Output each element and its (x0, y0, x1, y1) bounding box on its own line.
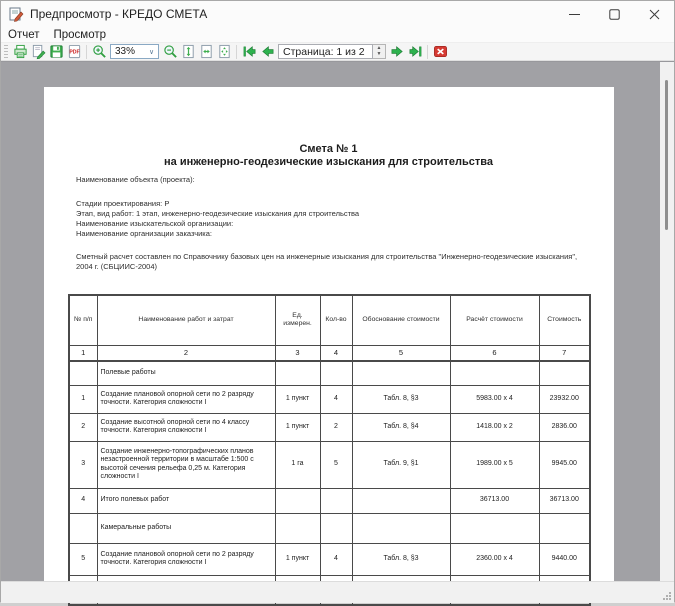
cell: 3 (275, 345, 320, 361)
table-row (69, 543, 590, 575)
column-number-row (69, 345, 590, 361)
cell: 1 (69, 345, 97, 361)
zoom-out-button[interactable] (161, 44, 179, 60)
cell: 9945.00 (539, 441, 590, 488)
cell: 23932.00 (539, 385, 590, 413)
first-page-icon (242, 44, 257, 59)
cell: 6 (450, 345, 539, 361)
maximize-button[interactable] (594, 1, 634, 27)
cell: Табл. 8, §3 (352, 543, 450, 575)
zoom-in-icon (92, 44, 107, 59)
col-header-basis: Обоснование стоимости (352, 295, 450, 345)
cell: 4 (320, 385, 352, 413)
cell: 36713.00 (539, 488, 590, 513)
cell: 1 пункт (275, 413, 320, 441)
svg-text:PDF: PDF (68, 49, 80, 56)
toolbar-separator (86, 45, 87, 59)
col-header-num: № п/п (69, 295, 97, 345)
window-controls (554, 1, 674, 27)
cell (352, 513, 450, 543)
toolbar-grip[interactable] (4, 45, 8, 58)
phase-line: Этап, вид работ: 1 этап, инженерно-геодезические изыскания для строительства (76, 209, 360, 218)
cell (69, 361, 97, 385)
table-row (69, 413, 590, 441)
cell: 5 (320, 441, 352, 488)
title-bar (1, 1, 674, 27)
cell (450, 361, 539, 385)
fit-page-button[interactable] (215, 44, 233, 60)
cell: 5983.00 x 4 (450, 385, 539, 413)
col-header-unit: Ед. измерен. (275, 295, 320, 345)
cell: 2 (97, 345, 275, 361)
save-icon (49, 44, 64, 59)
basis-paragraph: Сметный расчет составлен по Справочнику базовых цен на инженерные изыскания для строительства "Инженерно-геодезические изыскания", 2004 г. (СБЦИИС-2004) (76, 252, 578, 271)
cell: 1 пункт (275, 543, 320, 575)
document-page (44, 87, 614, 582)
cell (450, 513, 539, 543)
cell: Создание плановой опорной сети по 2 разряду точности. Категория сложности I (97, 543, 275, 575)
cell (275, 513, 320, 543)
col-header-name: Наименование работ и затрат (97, 295, 275, 345)
zoom-out-icon (163, 44, 178, 59)
cell: 7 (539, 345, 590, 361)
last-page-button[interactable] (406, 44, 424, 60)
close-red-icon (433, 44, 448, 59)
cell: 1 га (275, 441, 320, 488)
cell: 9440.00 (539, 543, 590, 575)
table-row (69, 385, 590, 413)
status-bar (1, 581, 674, 603)
cell (320, 488, 352, 513)
page-edit-icon (31, 44, 46, 59)
cell: Табл. 9, §1 (352, 441, 450, 488)
cell: 1989.00 x 5 (450, 441, 539, 488)
fit-height-icon (181, 44, 196, 59)
cell: 2 (320, 413, 352, 441)
cell: Создание инженерно-топографических планов незастроенной территории в масштабе 1:500 с высотой сечения рельефа 0,25 м. Категория сложности I (97, 441, 275, 488)
cell: 2360.00 x 4 (450, 543, 539, 575)
cell: 2 (69, 413, 97, 441)
cell: 5 (69, 543, 97, 575)
cell: Создание плановой опорной сети по 2 разряду точности. Категория сложности I (97, 385, 275, 413)
estimate-title: Смета № 1 (299, 143, 358, 155)
last-page-icon (408, 44, 423, 59)
fit-page-icon (217, 44, 232, 59)
cell (320, 513, 352, 543)
fit-width-button[interactable] (197, 44, 215, 60)
cell: 1418.00 x 2 (450, 413, 539, 441)
prev-page-button[interactable] (258, 44, 276, 60)
zoom-value-input[interactable] (111, 46, 145, 57)
cell (352, 488, 450, 513)
page-setup-button[interactable] (29, 44, 47, 60)
survey-org-line: Наименование изыскательской организации: (76, 219, 234, 228)
page-number-field (278, 44, 386, 59)
cell: 4 (320, 543, 352, 575)
table-row (69, 513, 590, 543)
cell: 1 пункт (275, 385, 320, 413)
menu-bar (1, 27, 674, 43)
cell (320, 361, 352, 385)
estimate-subtitle: на инженерно-геодезические изыскания для строительства (164, 156, 493, 168)
resize-grip-icon[interactable] (662, 591, 672, 601)
cell: 4 (69, 488, 97, 513)
minimize-button[interactable] (554, 1, 594, 27)
window-title: Предпросмотр - КРЕДО СМЕТА (30, 7, 208, 21)
object-line: Наименование объекта (проекта): (76, 175, 195, 184)
close-preview-button[interactable] (431, 44, 449, 60)
table-row (69, 361, 590, 385)
save-button[interactable] (47, 44, 65, 60)
cell: 2836.00 (539, 413, 590, 441)
first-page-button[interactable] (240, 44, 258, 60)
export-pdf-button[interactable] (65, 44, 83, 60)
table-row (69, 488, 590, 513)
cell: 4 (320, 345, 352, 361)
fit-width-icon (199, 44, 214, 59)
scrollbar-thumb[interactable] (665, 80, 668, 230)
app-icon (8, 6, 24, 22)
col-header-qty: Кол-во (320, 295, 352, 345)
spinner-down-icon[interactable]: ▼ (376, 51, 382, 58)
customer-org-line: Наименование организации заказчика: (76, 229, 212, 238)
cell: Создание высотной опорной сети по 4 классу точности. Категория сложности I (97, 413, 275, 441)
cell (539, 361, 590, 385)
zoom-in-button[interactable] (90, 44, 108, 60)
page-number-input[interactable] (278, 44, 373, 59)
cell (539, 513, 590, 543)
cell: Табл. 8, §4 (352, 413, 450, 441)
export-pdf-icon (67, 44, 82, 59)
cell: 1 (69, 385, 97, 413)
cell (352, 361, 450, 385)
cell (275, 488, 320, 513)
table-row (69, 441, 590, 488)
col-header-cost: Стоимость (539, 295, 590, 345)
cell (69, 513, 97, 543)
spinner-up-icon[interactable]: ▲ (376, 44, 382, 51)
toolbar-separator (236, 45, 237, 59)
arrow-left-icon (260, 44, 275, 59)
page-spinner (373, 44, 386, 59)
chevron-down-icon[interactable]: ∨ (148, 48, 155, 56)
menu-report[interactable]: Отчет (8, 28, 40, 41)
fit-height-button[interactable] (179, 44, 197, 60)
next-page-button[interactable] (388, 44, 406, 60)
toolbar-separator (427, 45, 428, 59)
vertical-scrollbar[interactable] (660, 62, 674, 582)
cell: 3 (69, 441, 97, 488)
cell: Камеральные работы (97, 513, 275, 543)
col-header-calc: Расчёт стоимости (450, 295, 539, 345)
table-header-row (69, 295, 590, 345)
menu-view[interactable]: Просмотр (53, 28, 107, 41)
cell: 36713.00 (450, 488, 539, 513)
document-viewport (1, 61, 674, 581)
zoom-combobox[interactable] (110, 44, 159, 59)
stage-line: Стадии проектирования: Р (76, 199, 170, 208)
cell: Табл. 8, §3 (352, 385, 450, 413)
cell (275, 361, 320, 385)
cell: Итого полевых работ (97, 488, 275, 513)
print-button[interactable] (11, 44, 29, 60)
cell: 5 (352, 345, 450, 361)
estimate-table (68, 294, 591, 606)
cell: Полевые работы (97, 361, 275, 385)
arrow-right-icon (390, 44, 405, 59)
close-button[interactable] (634, 1, 674, 27)
toolbar (1, 43, 674, 61)
printer-icon (13, 44, 28, 59)
